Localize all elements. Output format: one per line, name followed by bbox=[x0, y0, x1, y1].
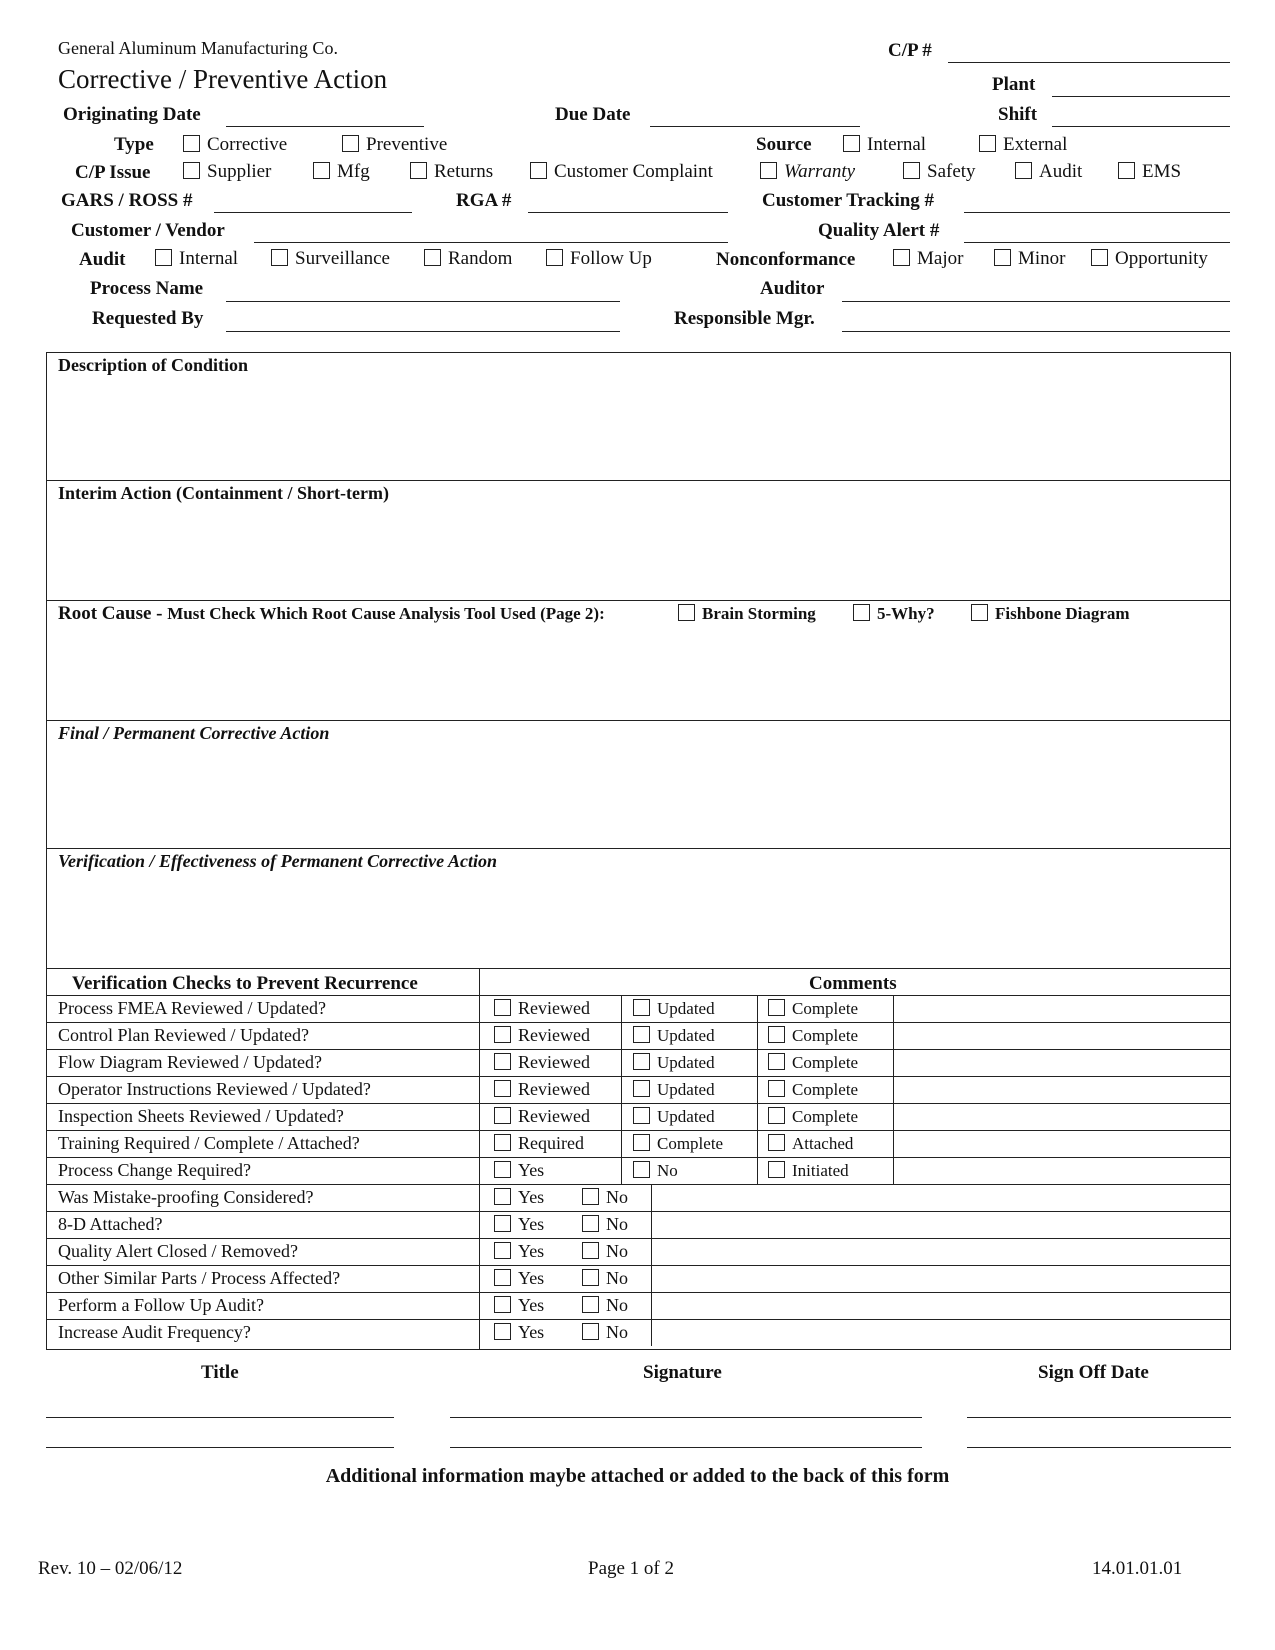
shift-label: Shift bbox=[998, 104, 1038, 125]
table-row-question: Inspection Sheets Reviewed / Updated? bbox=[58, 1106, 344, 1126]
issue-customer-complaint-option[interactable]: Customer Complaint bbox=[530, 161, 713, 183]
divider bbox=[46, 600, 1231, 601]
row-option-b-checkbox[interactable] bbox=[633, 1134, 650, 1151]
mfg-checkbox[interactable] bbox=[313, 162, 330, 179]
type-label: Type bbox=[114, 134, 154, 155]
safety-checkbox[interactable] bbox=[903, 162, 920, 179]
row-option-a-checkbox[interactable] bbox=[494, 1107, 511, 1124]
row-option-c-checkbox[interactable] bbox=[768, 1053, 785, 1070]
checks-header-left: Verification Checks to Prevent Recurrence bbox=[72, 973, 418, 994]
root-cause-area[interactable] bbox=[48, 630, 1228, 720]
originating-date-field[interactable] bbox=[226, 126, 424, 127]
row-yes-checkbox[interactable] bbox=[494, 1296, 511, 1313]
row-option-b-checkbox[interactable] bbox=[633, 999, 650, 1016]
row-option-c[interactable]: Initiated bbox=[768, 1161, 849, 1181]
row-no[interactable]: No bbox=[582, 1241, 628, 1262]
row-comment-field[interactable] bbox=[895, 997, 1229, 1021]
customer-tracking-label: Customer Tracking # bbox=[762, 190, 935, 211]
row-no[interactable]: No bbox=[582, 1214, 628, 1235]
table-row-divider bbox=[46, 1022, 1231, 1023]
row-option-a-checkbox[interactable] bbox=[494, 1134, 511, 1151]
row-comment-field[interactable] bbox=[895, 1159, 1229, 1183]
table-column-divider bbox=[757, 995, 758, 1184]
row-option-c-checkbox[interactable] bbox=[768, 1134, 785, 1151]
responsible-mgr-field[interactable] bbox=[842, 331, 1230, 332]
issue-ems-option[interactable]: EMS bbox=[1118, 161, 1181, 183]
row-comment-field[interactable] bbox=[655, 1294, 1229, 1318]
fishbone-option[interactable]: Fishbone Diagram bbox=[971, 604, 1130, 624]
row-yes[interactable]: Yes bbox=[494, 1187, 544, 1208]
row-option-b[interactable]: No bbox=[633, 1161, 678, 1181]
surveillance-checkbox[interactable] bbox=[271, 249, 288, 266]
row-option-c-checkbox[interactable] bbox=[768, 999, 785, 1016]
due-date-label: Due Date bbox=[555, 104, 631, 125]
table-column-divider bbox=[651, 1184, 652, 1346]
five-why-checkbox[interactable] bbox=[853, 604, 870, 621]
row-option-b[interactable]: Complete bbox=[633, 1134, 723, 1154]
page-number: Page 1 of 2 bbox=[588, 1558, 675, 1579]
table-row-question: Operator Instructions Reviewed / Updated? bbox=[58, 1079, 371, 1099]
row-option-c[interactable]: Complete bbox=[768, 1053, 858, 1073]
row-comment-field[interactable] bbox=[655, 1321, 1229, 1345]
cp-number-field[interactable] bbox=[948, 62, 1230, 63]
table-row-question: Process Change Required? bbox=[58, 1160, 251, 1180]
auditor-label: Auditor bbox=[760, 278, 825, 299]
row-option-a-checkbox[interactable] bbox=[494, 999, 511, 1016]
row-no-checkbox[interactable] bbox=[582, 1242, 599, 1259]
table-row-divider bbox=[46, 1292, 1231, 1293]
table-row-divider bbox=[46, 1211, 1231, 1212]
row-option-a[interactable]: Reviewed bbox=[494, 1025, 590, 1046]
table-row-divider bbox=[46, 1184, 1231, 1185]
issue-returns-option[interactable]: Returns bbox=[410, 161, 493, 183]
plant-label: Plant bbox=[992, 74, 1036, 95]
row-no[interactable]: No bbox=[582, 1322, 628, 1343]
row-no-checkbox[interactable] bbox=[582, 1188, 599, 1205]
table-row-question: Perform a Follow Up Audit? bbox=[58, 1295, 264, 1315]
brain-storming-checkbox[interactable] bbox=[678, 604, 695, 621]
audit-internal-checkbox[interactable] bbox=[155, 249, 172, 266]
row-option-c-checkbox[interactable] bbox=[768, 1026, 785, 1043]
table-row-question: Increase Audit Frequency? bbox=[58, 1322, 251, 1342]
row-option-c[interactable]: Complete bbox=[768, 1026, 858, 1046]
row-yes-checkbox[interactable] bbox=[494, 1269, 511, 1286]
signoff-signature-header: Signature bbox=[643, 1362, 722, 1383]
row-option-a[interactable]: Required bbox=[494, 1133, 584, 1154]
row-comment-field[interactable] bbox=[655, 1186, 1229, 1210]
root-cause-title: Root Cause - bbox=[58, 603, 163, 624]
interim-section-title: Interim Action (Containment / Short-term) bbox=[58, 483, 389, 503]
form-title: Corrective / Preventive Action bbox=[58, 64, 388, 94]
gars-ross-label: GARS / ROSS # bbox=[61, 190, 193, 211]
final-action-area[interactable] bbox=[48, 748, 1228, 846]
row-no[interactable]: No bbox=[582, 1295, 628, 1316]
returns-checkbox[interactable] bbox=[410, 162, 427, 179]
row-comment-field[interactable] bbox=[655, 1267, 1229, 1291]
row-comment-field[interactable] bbox=[895, 1051, 1229, 1075]
row-no[interactable]: No bbox=[582, 1268, 628, 1289]
row-option-a[interactable]: Reviewed bbox=[494, 1106, 590, 1127]
company-name: General Aluminum Manufacturing Co. bbox=[58, 38, 338, 58]
issue-safety-option[interactable]: Safety bbox=[903, 161, 976, 183]
requested-by-label: Requested By bbox=[92, 308, 204, 329]
signoff-date-line-2[interactable] bbox=[967, 1447, 1231, 1448]
process-name-field[interactable] bbox=[226, 301, 620, 302]
table-row-question: 8-D Attached? bbox=[58, 1214, 163, 1234]
final-action-section-title: Final / Permanent Corrective Action bbox=[58, 723, 330, 743]
table-column-divider bbox=[621, 995, 622, 1184]
table-row-divider bbox=[46, 1265, 1231, 1266]
document-number: 14.01.01.01 bbox=[1092, 1558, 1183, 1579]
row-option-c[interactable]: Complete bbox=[768, 1107, 858, 1127]
preventive-checkbox[interactable] bbox=[342, 135, 359, 152]
table-row-divider bbox=[46, 1319, 1231, 1320]
audit-checkbox[interactable] bbox=[1015, 162, 1032, 179]
ems-checkbox[interactable] bbox=[1118, 162, 1135, 179]
table-row-divider bbox=[46, 1076, 1231, 1077]
table-row-question: Flow Diagram Reviewed / Updated? bbox=[58, 1052, 322, 1072]
additional-info-note: Additional information maybe attached or added to the back of this form bbox=[325, 1465, 950, 1487]
responsible-mgr-label: Responsible Mgr. bbox=[674, 308, 815, 329]
row-comment-field[interactable] bbox=[895, 1105, 1229, 1129]
type-corrective-option[interactable]: Corrective bbox=[183, 134, 287, 156]
row-comment-field[interactable] bbox=[895, 1024, 1229, 1048]
row-comment-field[interactable] bbox=[895, 1078, 1229, 1102]
originating-date-label: Originating Date bbox=[63, 104, 201, 125]
row-option-c[interactable]: Attached bbox=[768, 1134, 853, 1154]
table-row-divider bbox=[46, 1130, 1231, 1131]
row-yes[interactable]: Yes bbox=[494, 1241, 544, 1262]
root-cause-section-title bbox=[58, 603, 605, 625]
minor-checkbox[interactable] bbox=[994, 249, 1011, 266]
warranty-checkbox[interactable] bbox=[760, 162, 777, 179]
row-option-b[interactable]: Updated bbox=[633, 1026, 715, 1046]
row-yes-checkbox[interactable] bbox=[494, 1188, 511, 1205]
supplier-checkbox[interactable] bbox=[183, 162, 200, 179]
process-name-label: Process Name bbox=[90, 278, 204, 299]
auditor-field[interactable] bbox=[842, 301, 1230, 302]
row-yes-checkbox[interactable] bbox=[494, 1215, 511, 1232]
row-option-a[interactable]: Yes bbox=[494, 1160, 544, 1181]
due-date-field[interactable] bbox=[650, 126, 860, 127]
signoff-title-header: Title bbox=[201, 1362, 239, 1383]
row-option-b-checkbox[interactable] bbox=[633, 1026, 650, 1043]
row-option-c[interactable]: Complete bbox=[768, 1080, 858, 1100]
nonconformance-major-option[interactable]: Major bbox=[893, 248, 963, 270]
table-row-question: Other Similar Parts / Process Affected? bbox=[58, 1268, 341, 1288]
row-option-c-checkbox[interactable] bbox=[768, 1161, 785, 1178]
divider bbox=[46, 848, 1231, 849]
rga-field[interactable] bbox=[528, 212, 728, 213]
row-option-a[interactable]: Reviewed bbox=[494, 998, 590, 1019]
row-yes[interactable]: Yes bbox=[494, 1295, 544, 1316]
table-row-divider bbox=[46, 1238, 1231, 1239]
description-area[interactable] bbox=[48, 380, 1228, 478]
table-row-divider bbox=[46, 1049, 1231, 1050]
issue-audit-option[interactable]: Audit bbox=[1015, 161, 1082, 183]
revision-label: Rev. 10 – 02/06/12 bbox=[38, 1558, 183, 1579]
row-comment-field[interactable] bbox=[895, 1132, 1229, 1156]
row-no-checkbox[interactable] bbox=[582, 1296, 599, 1313]
signoff-title-line-1[interactable] bbox=[46, 1417, 394, 1418]
quality-alert-field[interactable] bbox=[964, 242, 1230, 243]
row-no-checkbox[interactable] bbox=[582, 1269, 599, 1286]
audit-internal-option[interactable]: Internal bbox=[155, 248, 238, 270]
signoff-title-line-2[interactable] bbox=[46, 1447, 394, 1448]
table-row-question: Process FMEA Reviewed / Updated? bbox=[58, 998, 326, 1018]
row-comment-field[interactable] bbox=[655, 1240, 1229, 1264]
audit-follow-up-option[interactable]: Follow Up bbox=[546, 248, 652, 270]
row-option-b[interactable]: Updated bbox=[633, 999, 715, 1019]
follow-up-checkbox[interactable] bbox=[546, 249, 563, 266]
customer-vendor-field[interactable] bbox=[254, 242, 728, 243]
verification-section-title: Verification / Effectiveness of Permanent Corrective Action bbox=[58, 851, 497, 871]
table-row-divider bbox=[46, 1157, 1231, 1158]
table-row-question: Training Required / Complete / Attached? bbox=[58, 1133, 360, 1153]
table-row-question: Quality Alert Closed / Removed? bbox=[58, 1241, 298, 1261]
cp-number-label: C/P # bbox=[888, 40, 932, 61]
row-yes[interactable]: Yes bbox=[494, 1214, 544, 1235]
row-option-b-checkbox[interactable] bbox=[633, 1080, 650, 1097]
row-yes-checkbox[interactable] bbox=[494, 1323, 511, 1340]
row-option-b[interactable]: Updated bbox=[633, 1053, 715, 1073]
customer-tracking-field[interactable] bbox=[964, 212, 1230, 213]
plant-field[interactable] bbox=[1052, 96, 1230, 97]
rga-label: RGA # bbox=[456, 190, 512, 211]
row-option-a-checkbox[interactable] bbox=[494, 1026, 511, 1043]
issue-warranty-option[interactable]: Warranty bbox=[760, 161, 855, 183]
requested-by-field[interactable] bbox=[226, 331, 620, 332]
row-no-checkbox[interactable] bbox=[582, 1215, 599, 1232]
signoff-date-line-1[interactable] bbox=[967, 1417, 1231, 1418]
row-no[interactable]: No bbox=[582, 1187, 628, 1208]
corrective-checkbox[interactable] bbox=[183, 135, 200, 152]
audit-surveillance-option[interactable]: Surveillance bbox=[271, 248, 390, 270]
customer-complaint-checkbox[interactable] bbox=[530, 162, 547, 179]
opportunity-checkbox[interactable] bbox=[1091, 249, 1108, 266]
type-preventive-option[interactable]: Preventive bbox=[342, 134, 447, 156]
table-row-divider bbox=[46, 1103, 1231, 1104]
audit-type-label: Audit bbox=[79, 249, 126, 270]
row-option-a[interactable]: Reviewed bbox=[494, 1079, 590, 1100]
five-why-option[interactable]: 5-Why? bbox=[853, 604, 935, 624]
divider bbox=[46, 480, 1231, 481]
row-option-c-checkbox[interactable] bbox=[768, 1107, 785, 1124]
divider bbox=[46, 720, 1231, 721]
audit-random-option[interactable]: Random bbox=[424, 248, 512, 270]
table-row-question: Control Plan Reviewed / Updated? bbox=[58, 1025, 309, 1045]
table-row-question: Was Mistake-proofing Considered? bbox=[58, 1187, 314, 1207]
row-comment-field[interactable] bbox=[655, 1213, 1229, 1237]
cp-issue-label: C/P Issue bbox=[75, 162, 151, 183]
brain-storming-option[interactable]: Brain Storming bbox=[678, 604, 816, 624]
signoff-signature-line-2[interactable] bbox=[450, 1447, 922, 1448]
source-internal-checkbox[interactable] bbox=[843, 135, 860, 152]
row-option-b-checkbox[interactable] bbox=[633, 1107, 650, 1124]
signoff-signature-line-1[interactable] bbox=[450, 1417, 922, 1418]
verification-area[interactable] bbox=[48, 876, 1228, 966]
signoff-date-header: Sign Off Date bbox=[1038, 1362, 1149, 1383]
source-external-checkbox[interactable] bbox=[979, 135, 996, 152]
source-label: Source bbox=[756, 134, 812, 155]
row-no-checkbox[interactable] bbox=[582, 1323, 599, 1340]
row-option-b[interactable]: Updated bbox=[633, 1107, 715, 1127]
issue-mfg-option[interactable]: Mfg bbox=[313, 161, 370, 183]
nonconformance-minor-option[interactable]: Minor bbox=[994, 248, 1066, 270]
nonconformance-opportunity-option[interactable]: Opportunity bbox=[1091, 248, 1208, 270]
row-option-a-checkbox[interactable] bbox=[494, 1161, 511, 1178]
fishbone-checkbox[interactable] bbox=[971, 604, 988, 621]
table-row-divider bbox=[46, 995, 1231, 996]
row-option-a-checkbox[interactable] bbox=[494, 1053, 511, 1070]
row-yes-checkbox[interactable] bbox=[494, 1242, 511, 1259]
row-option-a-checkbox[interactable] bbox=[494, 1080, 511, 1097]
row-option-b[interactable]: Updated bbox=[633, 1080, 715, 1100]
source-internal-option[interactable]: Internal bbox=[843, 134, 926, 156]
row-option-c-checkbox[interactable] bbox=[768, 1080, 785, 1097]
row-option-b-checkbox[interactable] bbox=[633, 1053, 650, 1070]
customer-vendor-label: Customer / Vendor bbox=[71, 220, 225, 241]
source-external-option[interactable]: External bbox=[979, 134, 1067, 156]
interim-area[interactable] bbox=[48, 508, 1228, 600]
random-checkbox[interactable] bbox=[424, 249, 441, 266]
shift-field[interactable] bbox=[1052, 126, 1230, 127]
nonconformance-label: Nonconformance bbox=[716, 249, 856, 270]
row-option-c[interactable]: Complete bbox=[768, 999, 858, 1019]
row-option-b-checkbox[interactable] bbox=[633, 1161, 650, 1178]
row-option-a[interactable]: Reviewed bbox=[494, 1052, 590, 1073]
issue-supplier-option[interactable]: Supplier bbox=[183, 161, 271, 183]
row-yes[interactable]: Yes bbox=[494, 1322, 544, 1343]
gars-ross-field[interactable] bbox=[214, 212, 412, 213]
row-yes[interactable]: Yes bbox=[494, 1268, 544, 1289]
root-cause-note: Must Check Which Root Cause Analysis Tool Used (Page 2): bbox=[167, 604, 605, 623]
table-column-divider bbox=[893, 995, 894, 1184]
checks-header-comments: Comments bbox=[809, 973, 897, 994]
divider bbox=[46, 968, 1231, 969]
quality-alert-label: Quality Alert # bbox=[818, 220, 940, 241]
description-section-title: Description of Condition bbox=[58, 355, 249, 375]
major-checkbox[interactable] bbox=[893, 249, 910, 266]
